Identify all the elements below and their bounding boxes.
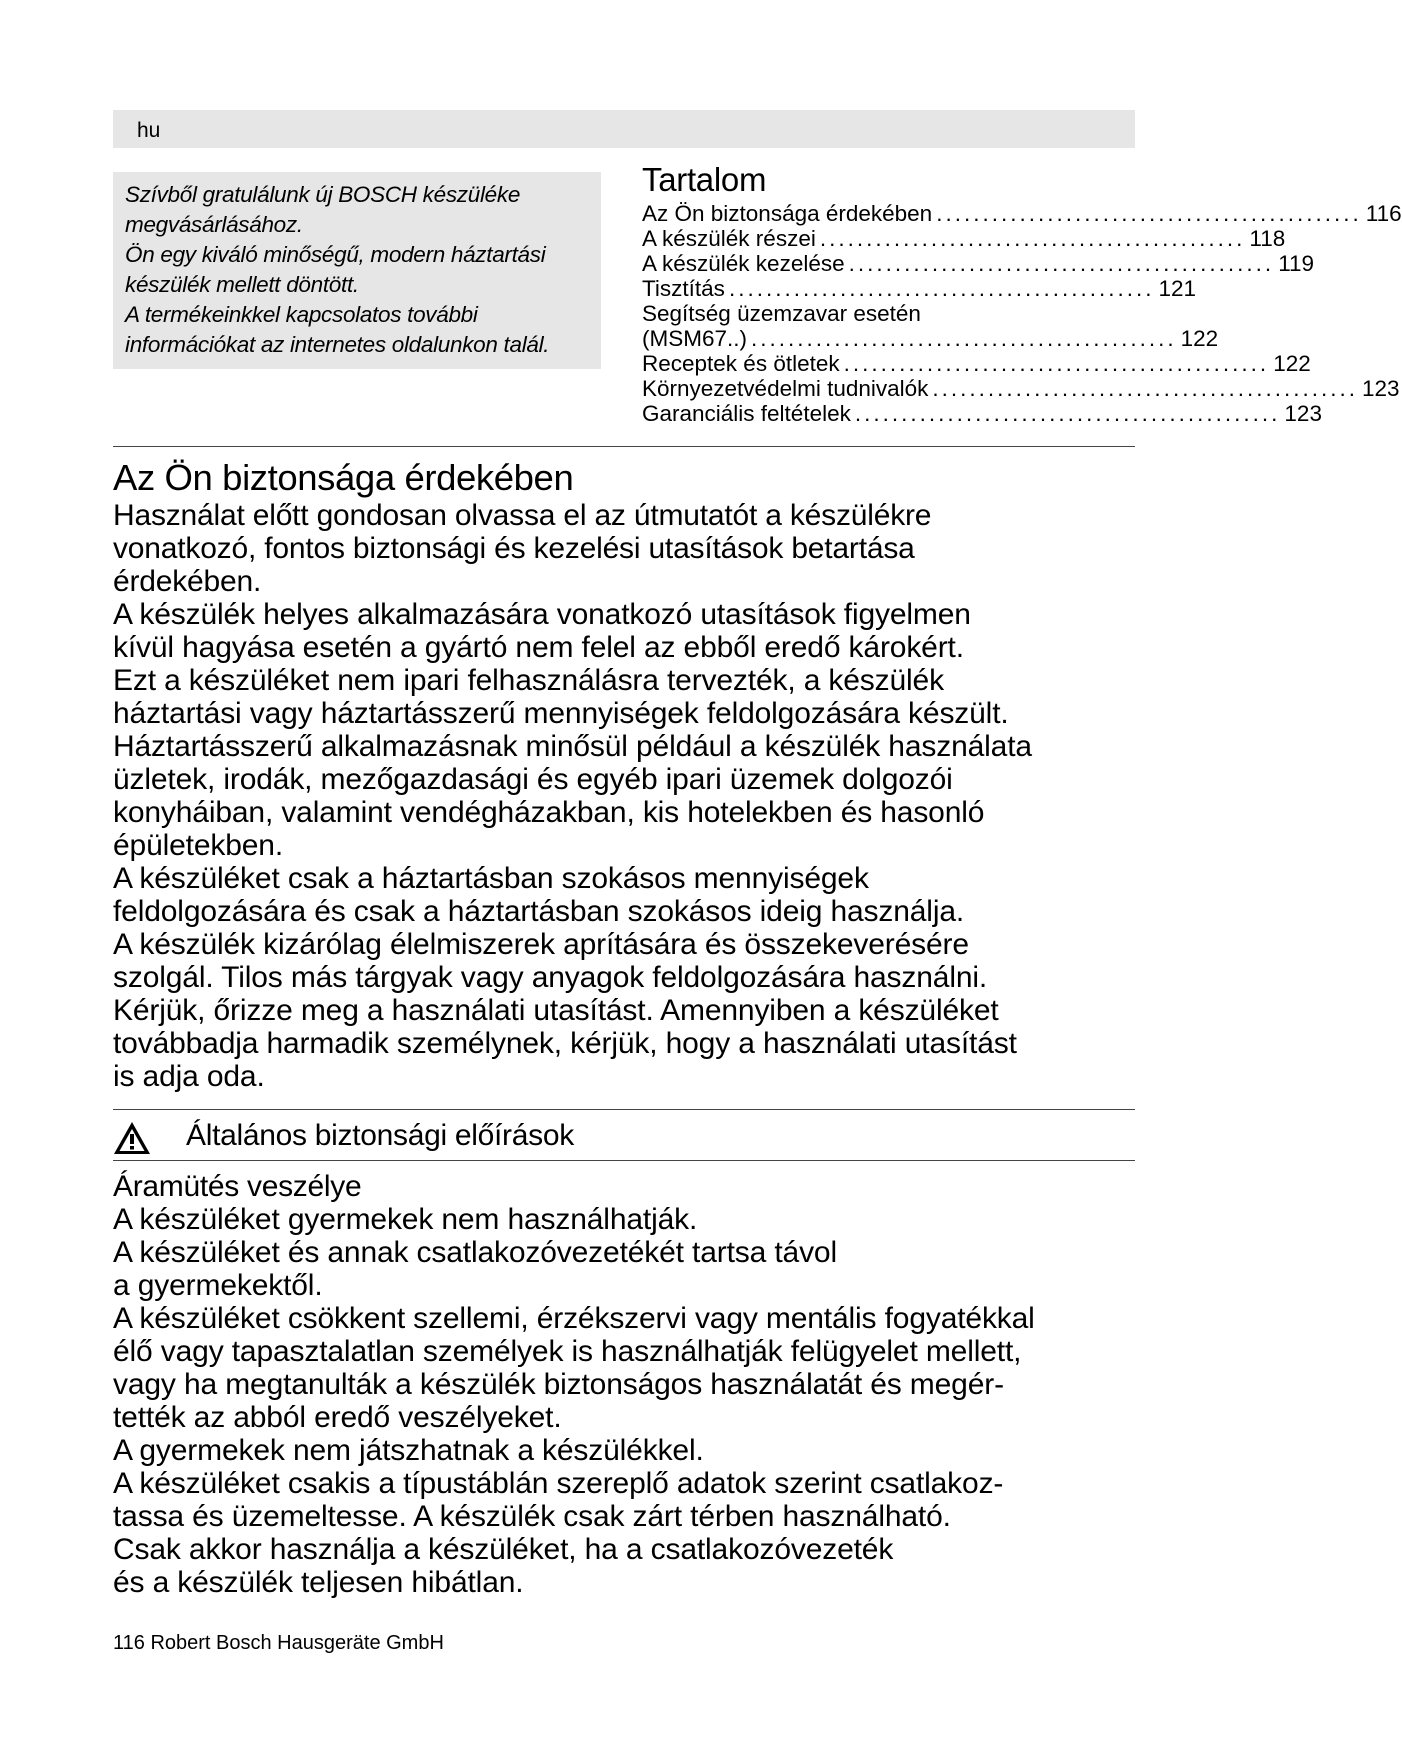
body-line: A készüléket csak a háztartásban szokásos mennyiségek	[113, 862, 869, 895]
toc-entry[interactable]	[642, 226, 1286, 251]
body-line: A készülék helyes alkalmazására vonatkozó utasítások figyelmen	[113, 598, 971, 631]
toc-entry[interactable]	[642, 401, 1322, 426]
section-divider	[113, 1160, 1135, 1161]
intro-line: megvásárlásához.	[125, 212, 303, 237]
danger-line: A készüléket és annak csatlakozóvezetékét tartsa távol	[113, 1236, 837, 1269]
toc-entry[interactable]	[642, 251, 1315, 276]
toc-leader: ..............................................	[728, 276, 1155, 301]
electric-shock-section	[113, 1170, 1143, 1599]
danger-line: A gyermekek nem játszhatnak a készülékkel.	[113, 1434, 704, 1467]
intro-line: Szívből gratulálunk új BOSCH készüléke	[125, 182, 521, 207]
body-line: Ezt a készüléket nem ipari felhasználásra tervezték, a készülék	[113, 664, 944, 697]
toc-leader: ..............................................	[854, 401, 1281, 426]
toc-entry-page: 119	[1278, 251, 1315, 276]
danger-line: a gyermekektől.	[113, 1269, 323, 1302]
toc-entry-label: Receptek és ötletek	[642, 351, 840, 376]
danger-line: élő vagy tapasztalatlan személyek is használhatják felügyelet mellett,	[113, 1335, 1022, 1368]
body-line: Kérjük, őrizze meg a használati utasítást. Amennyiben a készüléket	[113, 994, 999, 1027]
toc-entry-page: 118	[1249, 226, 1286, 251]
safety-section	[113, 457, 1143, 1093]
toc-leader: ..............................................	[751, 326, 1177, 351]
toc-entry[interactable]	[642, 301, 1132, 326]
lead-line: Használat előtt gondosan olvassa el az útmutatót a készülékre	[113, 499, 932, 532]
body-line: A készülék kizárólag élelmiszerek aprítására és összekeverésére	[113, 928, 969, 961]
toc-leader: ..............................................	[932, 376, 1358, 401]
table-of-contents	[642, 161, 1402, 426]
intro-box	[113, 172, 601, 369]
toc-entry[interactable]	[642, 276, 1197, 301]
body-line: feldolgozására és csak a háztartásban szokásos ideig használja.	[113, 895, 965, 928]
toc-entry-page: 116	[1365, 201, 1402, 226]
toc-entry-label: Segítség üzemzavar esetén	[642, 301, 921, 326]
toc-entry-page: 123	[1284, 401, 1322, 426]
toc-leader: ..............................................	[936, 201, 1362, 226]
language-bar	[113, 110, 1135, 148]
general-safety-heading	[113, 1117, 1135, 1159]
body-text	[113, 598, 1143, 1093]
danger-line: vagy ha megtanulták a készülék biztonságos használatát és megér-	[113, 1368, 1004, 1401]
body-line: továbbadja harmadik személynek, kérjük, hogy a használati utasítást	[113, 1027, 1017, 1060]
danger-line: tassa és üzemeltesse. A készülék csak zárt térben használható.	[113, 1500, 951, 1533]
danger-line: Csak akkor használja a készüléket, ha a csatlakozóvezeték	[113, 1533, 894, 1566]
toc-leader: ..............................................	[843, 351, 1270, 376]
body-line: konyháiban, valamint vendégházakban, kis hotelekben és hasonló	[113, 796, 985, 829]
section-divider	[113, 446, 1135, 447]
toc-entry[interactable]	[642, 351, 1311, 376]
toc-entry-page: 122	[1180, 326, 1219, 351]
toc-entry[interactable]	[642, 201, 1402, 226]
body-line: is adja oda.	[113, 1060, 265, 1093]
toc-entry[interactable]	[642, 376, 1400, 401]
toc-entry[interactable]	[642, 326, 1219, 351]
lead-paragraph	[113, 499, 1143, 598]
general-safety-title: Általános biztonsági előírások	[186, 1119, 574, 1152]
body-line: háztartási vagy háztartásszerű mennyiségek feldolgozására készült.	[113, 697, 1009, 730]
body-line: Háztartásszerű alkalmazásnak minősül például a készülék használata	[113, 730, 1032, 763]
danger-line: A készüléket csökkent szellemi, érzékszervi vagy mentális fogyatékkal	[113, 1302, 1035, 1335]
body-line: épületekben.	[113, 829, 284, 862]
danger-line: A készüléket gyermekek nem használhatják.	[113, 1203, 698, 1236]
body-line: szolgál. Tilos más tárgyak vagy anyagok feldolgozására használni.	[113, 961, 988, 994]
intro-line: Ön egy kiváló minőségű, modern háztartási	[125, 242, 546, 267]
lead-line: érdekében.	[113, 565, 262, 598]
toc-entry-page: 123	[1361, 376, 1400, 401]
danger-line: és a készülék teljesen hibátlan.	[113, 1566, 524, 1599]
toc-leader: ..............................................	[848, 251, 1275, 276]
section-title: Az Ön biztonsága érdekében	[113, 457, 574, 498]
toc-entry-label: (MSM67..)	[642, 326, 748, 351]
toc-entry-label: Az Ön biztonsága érdekében	[642, 201, 933, 226]
body-line: kívül hagyása esetén a gyártó nem felel az ebből eredő károkért.	[113, 631, 964, 664]
danger-title: Áramütés veszélye	[113, 1170, 362, 1203]
intro-line: információkat az internetes oldalunkon talál.	[125, 332, 550, 357]
toc-entry-label: A készülék részei	[642, 226, 816, 251]
page-footer: 116 Robert Bosch Hausgeräte GmbH	[113, 1632, 444, 1654]
danger-line: A készüléket csakis a típustáblán szereplő adatok szerint csatlakoz-	[113, 1467, 1004, 1500]
toc-entry-label: Környezetvédelmi tudnivalók	[642, 376, 929, 401]
intro-line: készülék mellett döntött.	[125, 272, 359, 297]
intro-line: A termékeinkkel kapcsolatos további	[125, 302, 478, 327]
toc-entry-page: 121	[1158, 276, 1197, 301]
toc-entry-page: 122	[1273, 351, 1311, 376]
warning-triangle-icon	[113, 1121, 151, 1155]
section-divider	[113, 1109, 1135, 1110]
danger-line: tették az abból eredő veszélyeket.	[113, 1401, 562, 1434]
lead-line: vonatkozó, fontos biztonsági és kezelési utasítások betartása	[113, 532, 915, 565]
language-code: hu	[137, 119, 161, 142]
toc-entry-label: Garanciális feltételek	[642, 401, 851, 426]
toc-title: Tartalom	[642, 161, 767, 198]
toc-entry-label: A készülék kezelése	[642, 251, 845, 276]
toc-leader: ..............................................	[819, 226, 1246, 251]
toc-entry-label: Tisztítás	[642, 276, 725, 301]
body-line: üzletek, irodák, mezőgazdasági és egyéb ipari üzemek dolgozói	[113, 763, 953, 796]
